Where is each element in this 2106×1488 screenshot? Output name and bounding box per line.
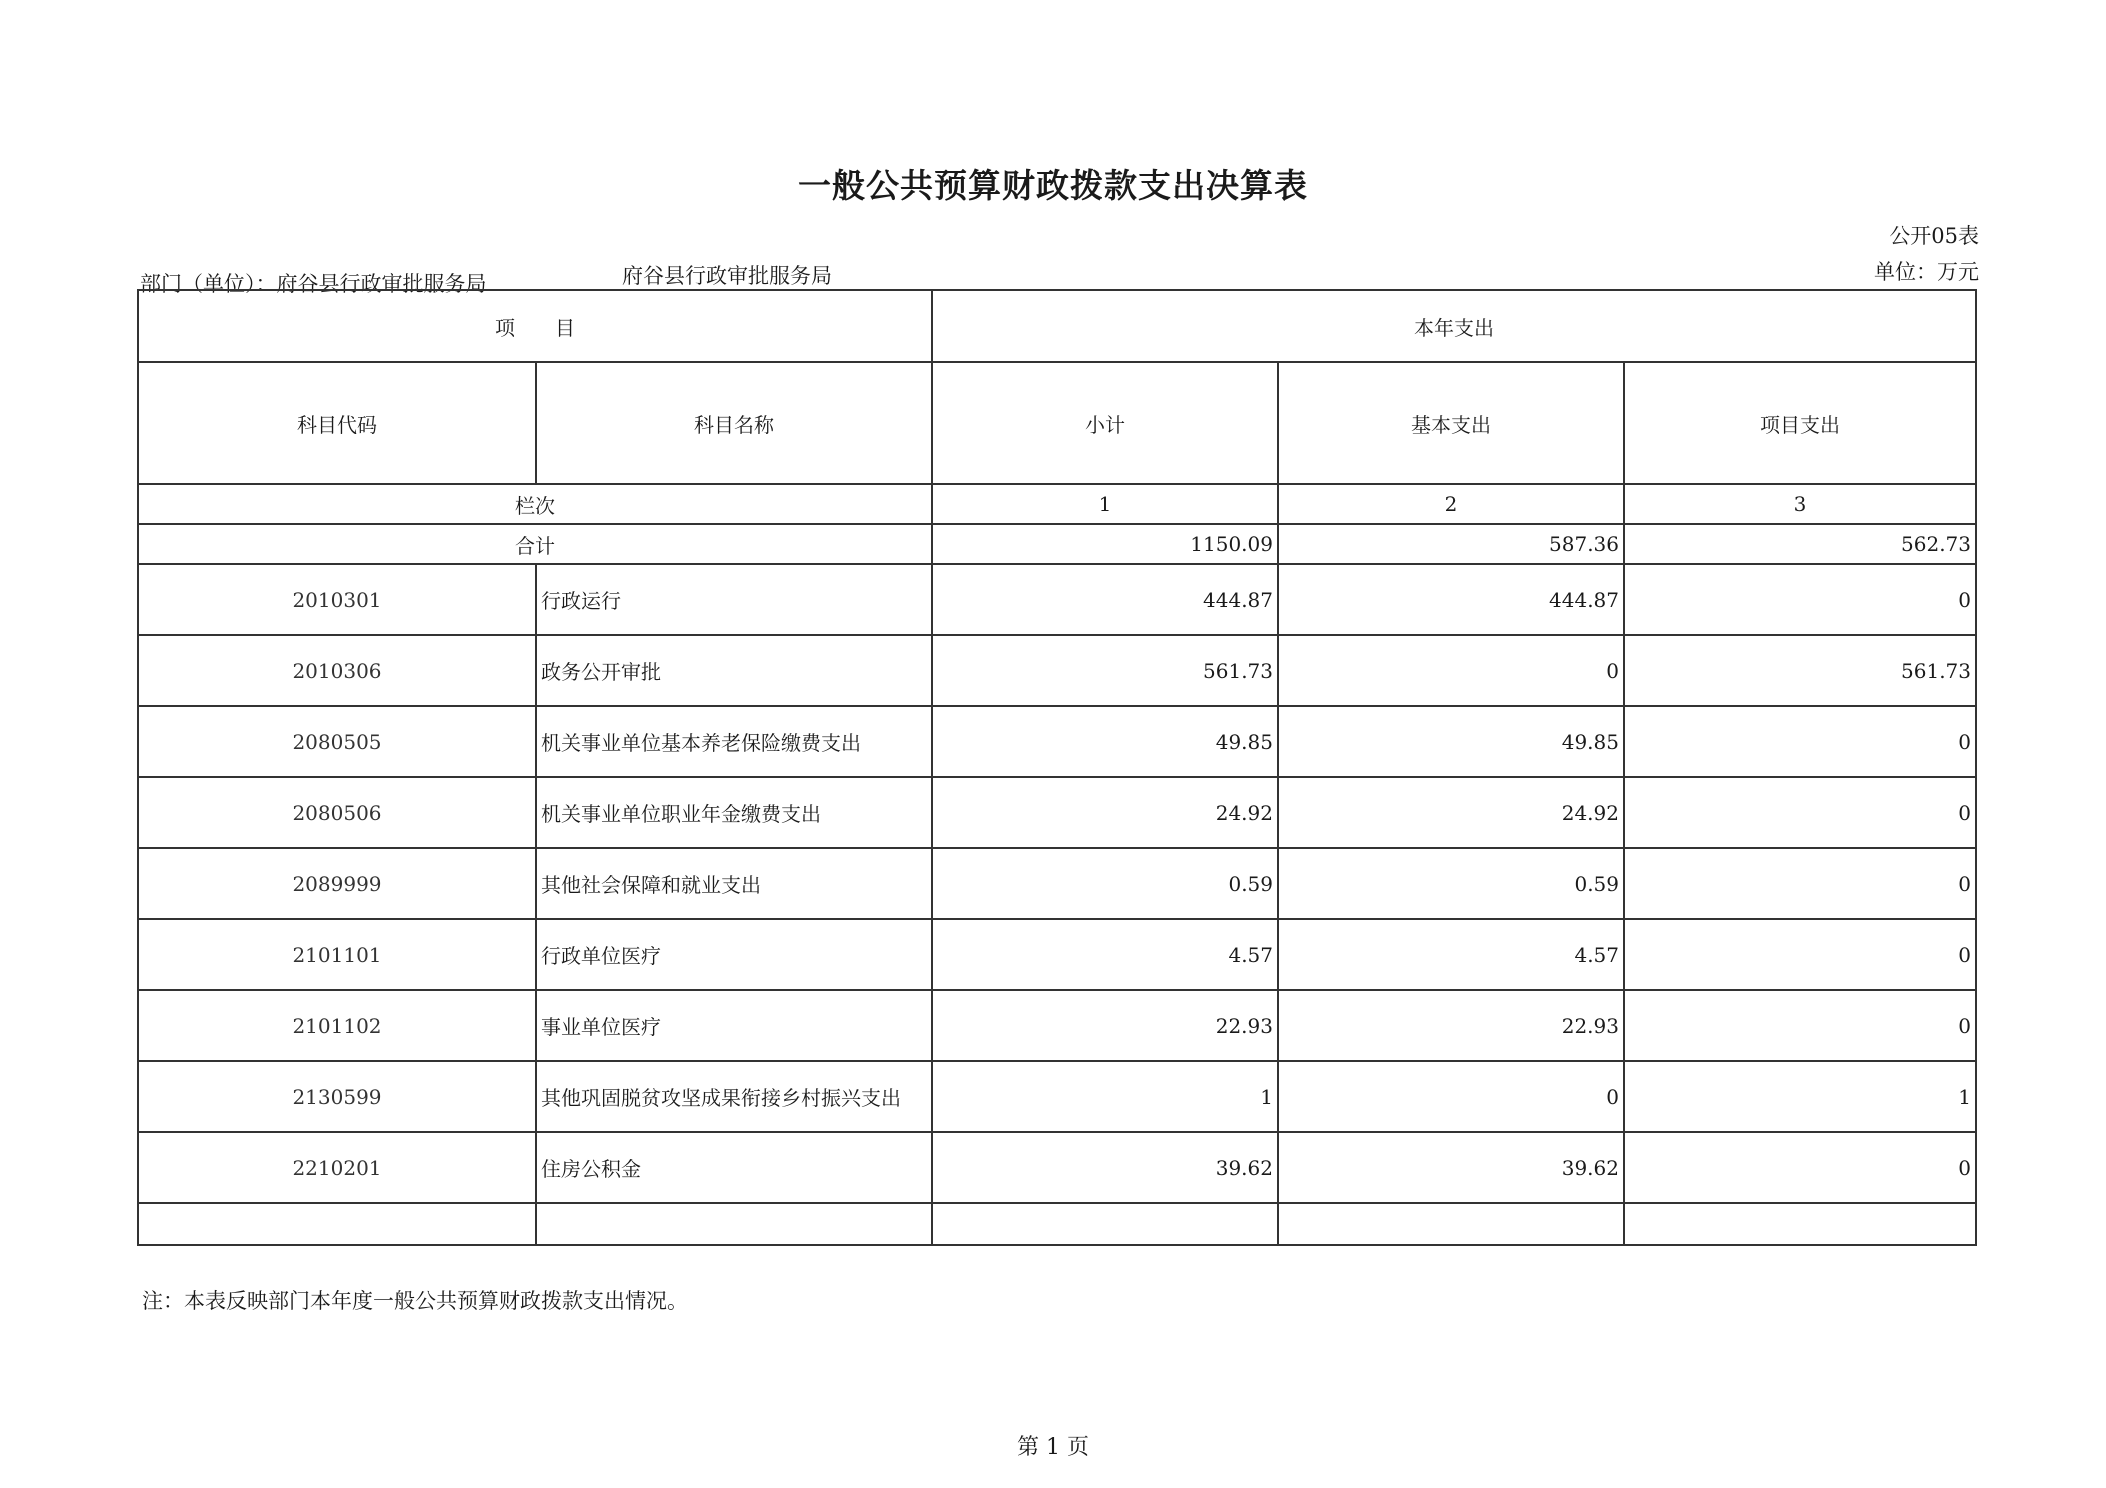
header-row-2 xyxy=(138,362,1976,484)
row-code: 2080506 xyxy=(138,777,536,848)
total-subtotal: 1150.09 xyxy=(932,524,1278,564)
row-code: 2010301 xyxy=(138,564,536,635)
row-name: 行政运行 xyxy=(536,564,932,635)
row-project: 561.73 xyxy=(1624,635,1976,706)
header-row-1 xyxy=(138,290,1976,362)
department-name: 府谷县行政审批服务局 xyxy=(622,264,832,288)
row-subtotal: 4.57 xyxy=(932,919,1278,990)
row-basic: 24.92 xyxy=(1278,777,1624,848)
table-row xyxy=(138,564,1976,635)
total-basic: 587.36 xyxy=(1278,524,1624,564)
column-number-1: 1 xyxy=(932,484,1278,524)
row-basic: 49.85 xyxy=(1278,706,1624,777)
row-basic: 0 xyxy=(1278,1061,1624,1132)
row-code: 2101102 xyxy=(138,990,536,1061)
table-row xyxy=(138,706,1976,777)
row-project: 0 xyxy=(1624,777,1976,848)
row-project: 1 xyxy=(1624,1061,1976,1132)
row-code: 2080505 xyxy=(138,706,536,777)
row-name: 事业单位医疗 xyxy=(536,990,932,1061)
row-subtotal: 1 xyxy=(932,1061,1278,1132)
total-row xyxy=(138,524,1976,564)
total-label: 合计 xyxy=(138,524,932,564)
expenditure-table xyxy=(137,289,1977,1246)
row-project: 0 xyxy=(1624,706,1976,777)
header-code: 科目代码 xyxy=(138,362,536,484)
header-subtotal: 小计 xyxy=(932,362,1278,484)
header-current-year: 本年支出 xyxy=(932,290,1976,362)
row-project: 0 xyxy=(1624,919,1976,990)
row-basic: 22.93 xyxy=(1278,990,1624,1061)
unit-label: 单位：万元 xyxy=(1874,260,1979,284)
row-subtotal: 561.73 xyxy=(932,635,1278,706)
row-basic: 0 xyxy=(1278,635,1624,706)
table-row xyxy=(138,919,1976,990)
header-basic: 基本支出 xyxy=(1278,362,1624,484)
row-code: 2130599 xyxy=(138,1061,536,1132)
row-name: 机关事业单位基本养老保险缴费支出 xyxy=(536,706,932,777)
column-number-label: 栏次 xyxy=(138,484,932,524)
row-basic: 39.62 xyxy=(1278,1132,1624,1203)
footnote: 注：本表反映部门本年度一般公共预算财政拨款支出情况。 xyxy=(142,1289,688,1313)
row-subtotal: 444.87 xyxy=(932,564,1278,635)
row-subtotal: 22.93 xyxy=(932,990,1278,1061)
row-project: 0 xyxy=(1624,1132,1976,1203)
table-row xyxy=(138,777,1976,848)
row-code: 2101101 xyxy=(138,919,536,990)
row-subtotal: 39.62 xyxy=(932,1132,1278,1203)
table-row xyxy=(138,635,1976,706)
department-label: 部门（单位）：府谷县行政审批服务局 xyxy=(140,272,487,296)
table-row xyxy=(138,1132,1976,1203)
row-name: 住房公积金 xyxy=(536,1132,932,1203)
row-name: 行政单位医疗 xyxy=(536,919,932,990)
row-project: 0 xyxy=(1624,848,1976,919)
row-project: 0 xyxy=(1624,990,1976,1061)
row-subtotal: 49.85 xyxy=(932,706,1278,777)
column-number-3: 3 xyxy=(1624,484,1976,524)
row-name: 其他巩固脱贫攻坚成果衔接乡村振兴支出 xyxy=(536,1061,932,1132)
header-item: 项 目 xyxy=(138,290,932,362)
row-basic: 0.59 xyxy=(1278,848,1624,919)
row-name: 机关事业单位职业年金缴费支出 xyxy=(536,777,932,848)
row-code: 2089999 xyxy=(138,848,536,919)
report-title: 一般公共预算财政拨款支出决算表 xyxy=(798,166,1308,205)
column-number-row xyxy=(138,484,1976,524)
row-basic: 4.57 xyxy=(1278,919,1624,990)
row-code: 2210201 xyxy=(138,1132,536,1203)
column-number-2: 2 xyxy=(1278,484,1624,524)
row-subtotal: 24.92 xyxy=(932,777,1278,848)
table-row xyxy=(138,990,1976,1061)
row-subtotal: 0.59 xyxy=(932,848,1278,919)
row-name: 其他社会保障和就业支出 xyxy=(536,848,932,919)
header-name: 科目名称 xyxy=(536,362,932,484)
table-row xyxy=(138,848,1976,919)
table-row xyxy=(138,1061,1976,1132)
row-name: 政务公开审批 xyxy=(536,635,932,706)
page-number: 第 1 页 xyxy=(1017,1435,1089,1460)
row-code: 2010306 xyxy=(138,635,536,706)
empty-row xyxy=(138,1203,1976,1245)
total-project: 562.73 xyxy=(1624,524,1976,564)
form-number: 公开05表 xyxy=(1889,224,1979,248)
row-project: 0 xyxy=(1624,564,1976,635)
row-basic: 444.87 xyxy=(1278,564,1624,635)
header-project: 项目支出 xyxy=(1624,362,1976,484)
